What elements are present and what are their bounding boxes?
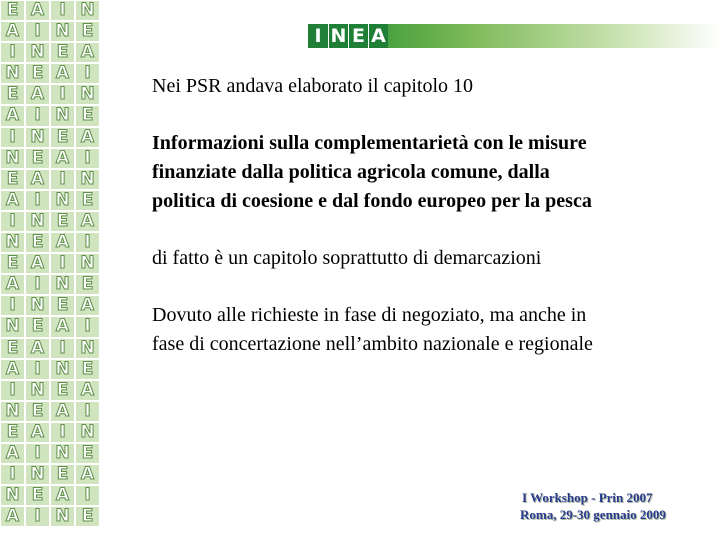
tile-row (0, 338, 100, 359)
letter-tile: E (0, 253, 25, 274)
letter-tile: N (0, 485, 25, 506)
letter-tile: E (50, 42, 75, 63)
tile-row (0, 0, 100, 21)
letter-tile: E (75, 506, 100, 527)
letter-tile: I (0, 295, 25, 316)
workshop-footer (520, 489, 710, 523)
letter-tile: N (75, 84, 100, 105)
letter-tile: E (25, 485, 50, 506)
footer-date-place: Roma, 29-30 gennaio 2009 (520, 507, 666, 522)
tile-row (0, 359, 100, 380)
letter-tile: N (50, 443, 75, 464)
letter-tile: E (50, 127, 75, 148)
letter-tile: N (0, 148, 25, 169)
letter-tile: A (25, 253, 50, 274)
letter-tile: A (75, 127, 100, 148)
letter-tile: N (50, 359, 75, 380)
letter-tile: E (0, 422, 25, 443)
letter-tile: E (75, 274, 100, 295)
letter-tile: A (50, 148, 75, 169)
letter-tile: E (75, 190, 100, 211)
letter-tile: A (50, 316, 75, 337)
letter-tile: N (50, 506, 75, 527)
letter-tile: I (25, 21, 50, 42)
letter-tile: I (0, 464, 25, 485)
letter-tile: N (50, 21, 75, 42)
letter-tile: E (0, 338, 25, 359)
tile-row (0, 422, 100, 443)
letter-tile: E (75, 359, 100, 380)
letter-tile: A (0, 274, 25, 295)
tile-row (0, 211, 100, 232)
letter-tile: I (25, 506, 50, 527)
letter-tile: A (25, 338, 50, 359)
letter-tile: N (50, 274, 75, 295)
letter-tile: E (75, 21, 100, 42)
letter-tile: E (25, 232, 50, 253)
tile-row (0, 232, 100, 253)
letter-tile: A (50, 485, 75, 506)
letter-tile: E (50, 380, 75, 401)
letter-tile: A (0, 21, 25, 42)
letter-tile: E (25, 148, 50, 169)
letter-tile: A (25, 0, 50, 21)
letter-tile: I (0, 127, 25, 148)
letter-tile: I (0, 380, 25, 401)
tile-row (0, 506, 100, 527)
paragraph-complementarity: Informazioni sulla complementarietà con le misure finanziate dalla politica agricola comune, dalla politica di coesione e dal fondo europeo per la pesca (152, 132, 592, 212)
tile-row (0, 316, 100, 337)
paragraph-negotiation: Dovuto alle richieste in fase di negoziato, ma anche in fase di concertazione nell’ambito nazionale e regionale (152, 304, 593, 355)
tile-row (0, 148, 100, 169)
letter-tile: N (50, 190, 75, 211)
letter-tile: A (75, 42, 100, 63)
letter-tile: I (50, 169, 75, 190)
letter-tile: N (25, 127, 50, 148)
letter-tile: N (75, 0, 100, 21)
letter-tile: I (75, 485, 100, 506)
logo-letter: E (348, 24, 368, 48)
letter-tile: I (25, 359, 50, 380)
tile-row (0, 443, 100, 464)
paragraph-intro: Nei PSR andava elaborato il capitolo 10 (152, 75, 474, 97)
letter-tile: E (50, 464, 75, 485)
letter-tile: A (50, 401, 75, 422)
letter-tile: A (75, 380, 100, 401)
letter-tile-sidebar (0, 0, 100, 540)
tile-row (0, 190, 100, 211)
letter-tile: I (50, 253, 75, 274)
tile-row (0, 127, 100, 148)
letter-tile: E (0, 0, 25, 21)
letter-tile: E (50, 211, 75, 232)
letter-tile: I (75, 316, 100, 337)
letter-tile: N (0, 401, 25, 422)
tile-row (0, 380, 100, 401)
letter-tile: A (0, 105, 25, 126)
logo-letter: N (328, 24, 348, 48)
letter-tile: E (25, 63, 50, 84)
letter-tile: I (75, 232, 100, 253)
letter-tile: N (0, 63, 25, 84)
letter-tile: N (75, 253, 100, 274)
letter-tile: I (75, 63, 100, 84)
tile-row (0, 295, 100, 316)
letter-tile: A (50, 63, 75, 84)
logo-letter: I (314, 25, 322, 47)
letter-tile: I (50, 0, 75, 21)
letter-tile: I (25, 443, 50, 464)
letter-tile: I (0, 42, 25, 63)
letter-tile: A (0, 443, 25, 464)
letter-tile: N (25, 42, 50, 63)
letter-tile: I (25, 105, 50, 126)
letter-tile: N (25, 464, 50, 485)
tile-row (0, 401, 100, 422)
letter-tile: A (50, 232, 75, 253)
letter-tile: I (50, 422, 75, 443)
letter-tile: I (50, 84, 75, 105)
inea-logo (308, 24, 388, 48)
letter-tile: I (0, 211, 25, 232)
paragraph-demarcation: di fatto è un capitolo soprattutto di demarcazioni (152, 247, 542, 269)
letter-tile: I (75, 148, 100, 169)
tile-row (0, 84, 100, 105)
letter-tile: E (0, 84, 25, 105)
letter-tile: E (50, 295, 75, 316)
tile-row (0, 253, 100, 274)
tile-row (0, 169, 100, 190)
letter-tile: E (25, 316, 50, 337)
letter-tile: A (25, 169, 50, 190)
tile-row (0, 21, 100, 42)
letter-tile: N (25, 211, 50, 232)
letter-tile: N (0, 316, 25, 337)
logo-letter: A (368, 24, 388, 48)
letter-tile: E (75, 443, 100, 464)
letter-tile: A (75, 211, 100, 232)
letter-tile: A (0, 359, 25, 380)
tile-row (0, 42, 100, 63)
tile-row (0, 274, 100, 295)
footer-workshop-title: I Workshop - Prin 2007 (522, 490, 653, 505)
letter-tile: N (25, 380, 50, 401)
letter-tile: I (50, 338, 75, 359)
letter-tile: A (75, 464, 100, 485)
letter-tile: A (0, 190, 25, 211)
slide-body (152, 72, 602, 387)
letter-tile: A (75, 295, 100, 316)
letter-tile: A (25, 84, 50, 105)
letter-tile: I (75, 401, 100, 422)
letter-tile: I (25, 190, 50, 211)
tile-row (0, 464, 100, 485)
tile-row (0, 105, 100, 126)
letter-tile: A (0, 506, 25, 527)
letter-tile: E (0, 169, 25, 190)
letter-tile: N (0, 232, 25, 253)
letter-tile: N (75, 338, 100, 359)
letter-tile: N (25, 295, 50, 316)
letter-tile: A (25, 422, 50, 443)
letter-tile: I (25, 274, 50, 295)
letter-tile: E (25, 401, 50, 422)
letter-tile: N (75, 422, 100, 443)
letter-tile: N (75, 169, 100, 190)
tile-row (0, 485, 100, 506)
letter-tile: E (75, 105, 100, 126)
tile-row (0, 63, 100, 84)
letter-tile: N (50, 105, 75, 126)
